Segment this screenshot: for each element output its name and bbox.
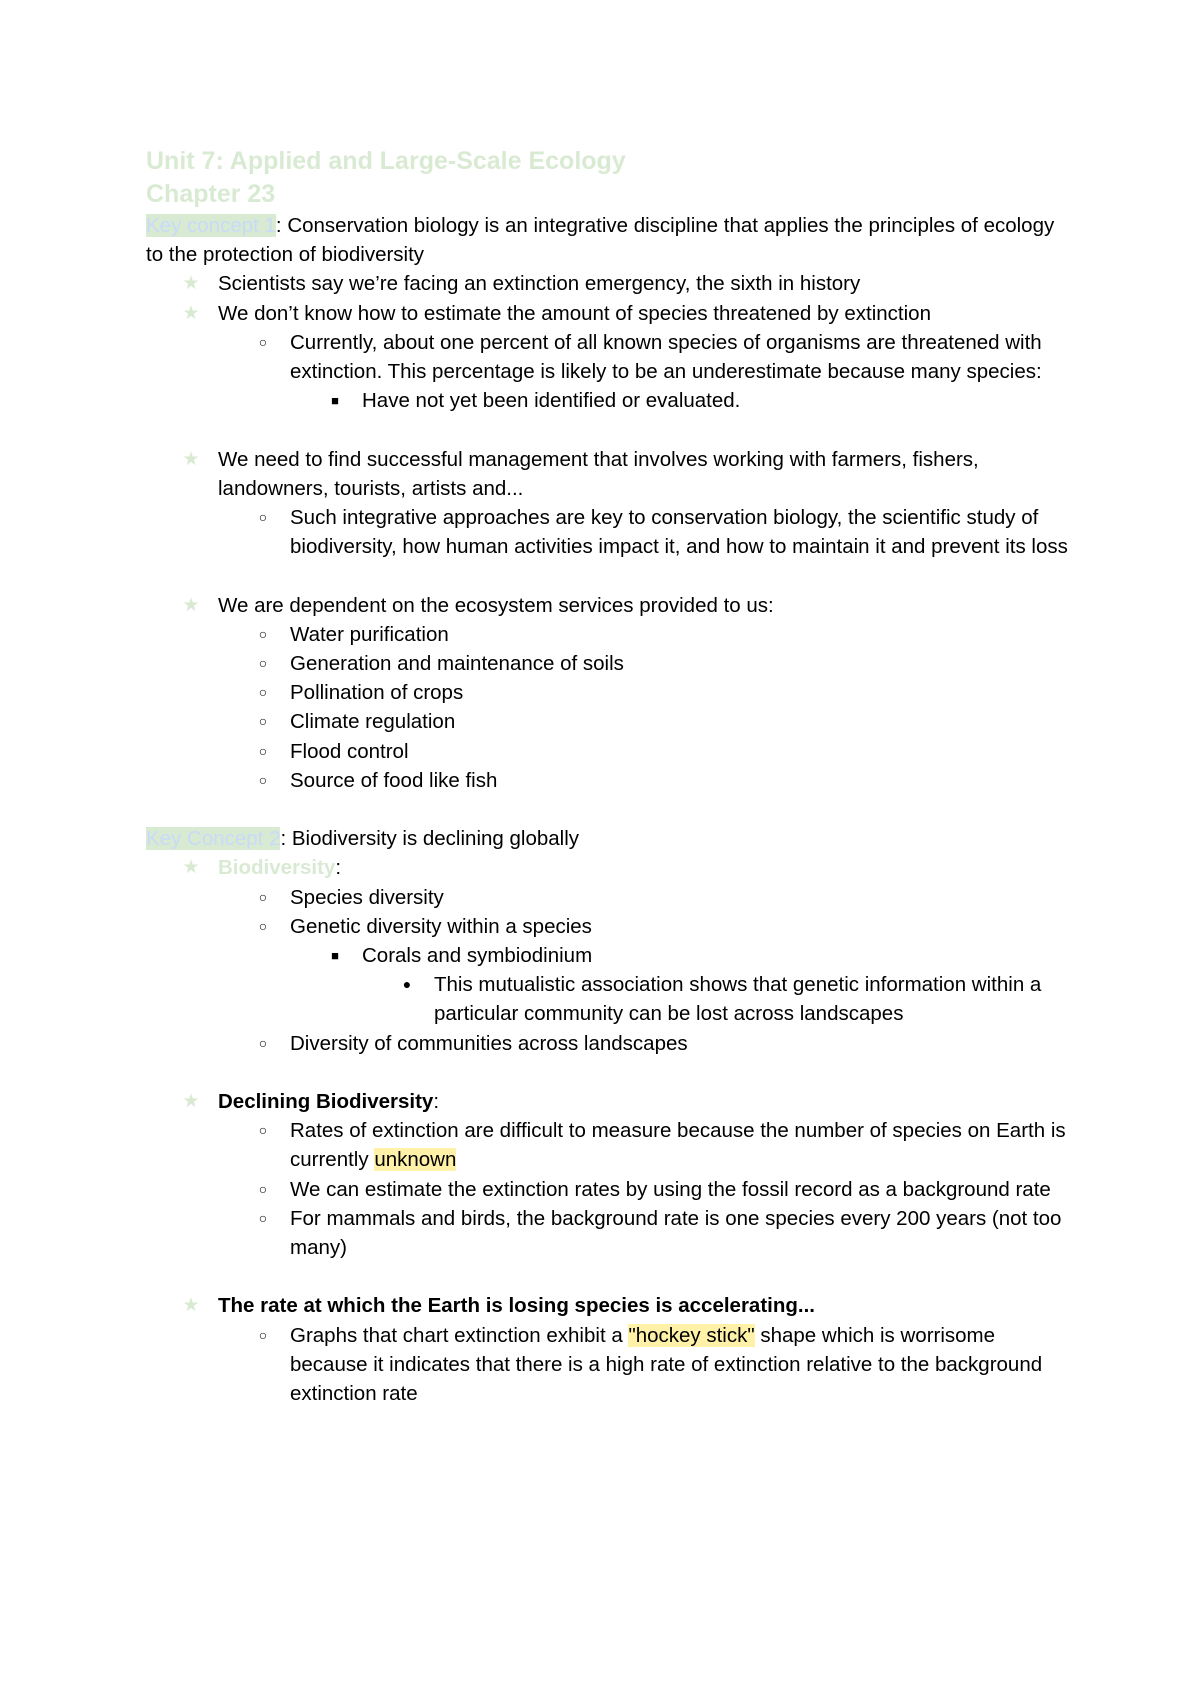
- circle-bullet-icon: ○: [258, 742, 268, 759]
- list-item-text: Corals and symbiodinium: [362, 944, 593, 968]
- list-item-text: Diversity of communities across landscapes: [290, 1031, 688, 1055]
- list-item: [290, 386, 1076, 415]
- list-item-text: Currently, about one percent of all known species of organisms are threatened with extinction. This percentage is likely to be an underestimate because many species:: [290, 330, 1042, 384]
- dot-bullet-icon: ●: [402, 976, 412, 993]
- key-concept-2-paragraph: [146, 824, 1076, 853]
- list-item: [218, 912, 1076, 1029]
- key-concept-2-list: [146, 853, 1076, 1057]
- list-item: [218, 1321, 1076, 1409]
- key-concept-2-list: [146, 1087, 1076, 1262]
- circle-bullet-icon: ○: [258, 1034, 268, 1051]
- declining-biodiversity-heading: Declining Biodiversity: [218, 1090, 434, 1114]
- key-concept-1-text: : Conservation biology is an integrative discipline that applies the principles of ecology to the protection of biodiversity: [146, 214, 1055, 267]
- list-item-text: shape which is worrisome because it indicates that there is a high rate of extinction relative to the background extinction rate: [290, 1323, 1043, 1406]
- list-item-text: Water purification: [290, 622, 449, 646]
- list-item: [218, 678, 1076, 707]
- list-item: [218, 328, 1076, 416]
- key-concept-1-list: [146, 445, 1076, 562]
- colon-text: :: [433, 1090, 440, 1114]
- circle-bullet-icon: ○: [258, 655, 268, 672]
- list-item-text: We can estimate the extinction rates by using the fossil record as a background rate: [290, 1177, 1051, 1201]
- key-concept-1-list: [146, 591, 1076, 795]
- list-item: [146, 269, 1076, 298]
- list-item-text: Scientists say we’re facing an extinction emergency, the sixth in history: [218, 272, 861, 296]
- list-item: [362, 970, 1076, 1028]
- list-item-text: This mutualistic association shows that genetic information within a particular community can be lost across landscapes: [434, 973, 1042, 1026]
- key-concept-2-label: Key Concept 2: [146, 827, 281, 851]
- spacer: [146, 415, 1076, 444]
- circle-bullet-icon: ○: [258, 888, 268, 905]
- list-item-text: We need to find successful management that involves working with farmers, fishers, landowners, tourists, artists and...: [218, 447, 979, 500]
- star-bullet-icon: ★: [182, 857, 200, 879]
- spacer: [146, 1262, 1076, 1291]
- list-item: [146, 299, 1076, 416]
- list-item: [218, 649, 1076, 678]
- list-item: [218, 883, 1076, 912]
- circle-bullet-icon: ○: [258, 917, 268, 934]
- list-item-text: Graphs that chart extinction exhibit a: [290, 1323, 629, 1347]
- list-item: [218, 503, 1076, 561]
- spacer: [146, 561, 1076, 590]
- list-item: [146, 1291, 1076, 1408]
- list-item-text: Climate regulation: [290, 710, 456, 734]
- list-item-text: Pollination of crops: [290, 681, 464, 705]
- sub-list: [218, 503, 1076, 561]
- list-item: [218, 1116, 1076, 1174]
- spacer: [146, 1058, 1076, 1087]
- list-item: [290, 941, 1076, 1029]
- list-item-text: We are dependent on the ecosystem services provided to us:: [218, 593, 774, 617]
- square-bullet-icon: ■: [331, 948, 339, 964]
- key-concept-1-paragraph: [146, 211, 1076, 269]
- list-item: [146, 1087, 1076, 1262]
- sub-list: [218, 1116, 1076, 1262]
- list-item-text: Have not yet been identified or evaluated.: [362, 389, 741, 413]
- star-bullet-icon: ★: [182, 1091, 200, 1113]
- key-concept-1-label: Key concept 1: [146, 214, 276, 237]
- document-content: [146, 145, 1076, 1408]
- circle-bullet-icon: ○: [258, 1326, 268, 1343]
- colon-text: :: [335, 856, 342, 880]
- star-bullet-icon: ★: [182, 273, 200, 295]
- circle-bullet-icon: ○: [258, 1122, 268, 1139]
- list-item-text: Flood control: [290, 739, 409, 763]
- circle-bullet-icon: ○: [258, 1180, 268, 1197]
- unit-title: Unit 7: Applied and Large-Scale Ecology: [146, 147, 626, 175]
- list-item-text: Such integrative approaches are key to conservation biology, the scientific study of biodiversity, how human activities impact it, and how to maintain it and prevent its loss: [290, 506, 1068, 559]
- list-item: [218, 737, 1076, 766]
- list-item: [218, 620, 1076, 649]
- star-bullet-icon: ★: [182, 448, 200, 470]
- square-bullet-icon: ■: [331, 393, 339, 409]
- star-bullet-icon: ★: [182, 594, 200, 616]
- list-item: [146, 853, 1076, 1057]
- list-item: [146, 591, 1076, 795]
- list-item-text: For mammals and birds, the background rate is one species every 200 years (not too many): [290, 1206, 1062, 1260]
- sub-list: [362, 970, 1076, 1028]
- list-item-text: Species diversity: [290, 885, 444, 909]
- spacer: [146, 795, 1076, 824]
- list-item-text: Source of food like fish: [290, 768, 498, 792]
- circle-bullet-icon: ○: [258, 509, 268, 526]
- sub-list: [218, 328, 1076, 416]
- sub-list: [218, 1321, 1076, 1409]
- ecosystem-services-list: [218, 620, 1076, 795]
- sub-list: [290, 386, 1076, 415]
- circle-bullet-icon: ○: [258, 713, 268, 730]
- chapter-title: Chapter 23: [146, 180, 276, 208]
- list-item: [218, 1175, 1076, 1204]
- circle-bullet-icon: ○: [258, 771, 268, 788]
- list-item: [218, 1204, 1076, 1262]
- list-item-text: We don’t know how to estimate the amount of species threatened by extinction: [218, 301, 931, 325]
- list-item-text: Rates of extinction are difficult to measure because the number of species on Earth is currently: [290, 1119, 1066, 1172]
- list-item-text: Genetic diversity within a species: [290, 914, 592, 938]
- list-item: [218, 1029, 1076, 1058]
- key-concept-1-list: [146, 269, 1076, 415]
- key-concept-2-text: : Biodiversity is declining globally: [280, 827, 580, 851]
- highlighted-text: "hockey stick": [628, 1323, 755, 1347]
- circle-bullet-icon: ○: [258, 625, 268, 642]
- circle-bullet-icon: ○: [258, 333, 268, 350]
- list-item: [218, 707, 1076, 736]
- biodiversity-heading: Biodiversity: [218, 856, 336, 880]
- star-bullet-icon: ★: [182, 302, 200, 324]
- circle-bullet-icon: ○: [258, 684, 268, 701]
- list-item: [146, 445, 1076, 562]
- sub-list: [218, 883, 1076, 1058]
- accelerating-rate-heading: The rate at which the Earth is losing species is accelerating...: [218, 1294, 815, 1318]
- list-item-text: Generation and maintenance of soils: [290, 652, 624, 676]
- list-item: [218, 766, 1076, 795]
- star-bullet-icon: ★: [182, 1295, 200, 1317]
- highlighted-text: unknown: [374, 1148, 457, 1172]
- sub-list: [290, 941, 1076, 1029]
- key-concept-2-list: [146, 1291, 1076, 1408]
- circle-bullet-icon: ○: [258, 1209, 268, 1226]
